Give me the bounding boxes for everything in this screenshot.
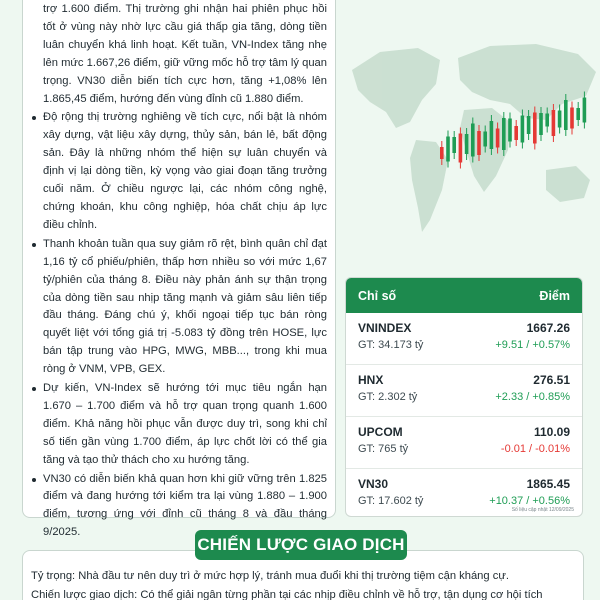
index-code: UPCOM bbox=[358, 425, 403, 439]
candle-body bbox=[483, 132, 487, 147]
commentary-text: VN30 có diễn biến khả quan hơn khi giữ vững trên 1.825 điểm và đang hướng tới kiểm tra lại vùng 1.880 – 1.900 điểm, tương ứng với đỉnh cũ tháng 8 và đầu tháng 9/2025. bbox=[43, 472, 327, 539]
market-commentary-panel bbox=[22, 0, 336, 539]
candle-body bbox=[570, 108, 574, 129]
index-row-hnx bbox=[346, 371, 582, 417]
candle-body bbox=[471, 124, 475, 157]
bullet-icon bbox=[32, 243, 36, 247]
commentary-item bbox=[31, 236, 327, 379]
index-trade-value: GT: 17.602 tỷ bbox=[358, 495, 424, 507]
source-note: Số liệu cập nhật 12/09/2025 bbox=[511, 507, 574, 513]
index-table bbox=[345, 277, 583, 517]
commentary-text: Độ rộng thị trường nghiêng về tích cực, nổi bật là nhóm xây dựng, vật liệu xây dựng, thủy sản, bán lẻ, bất động sản. Đây là những nhóm thể hiện sự luân chuyển và định vị lại dòng tiền, kỳ vọng vào giai đoạn tăng trưởng cuối năm. Ở chiều ngược lại, các nhóm công nghệ, chứng khoán, khu công nghiệp, hóa chất chịu áp lực điều chỉnh. bbox=[43, 111, 327, 231]
strategy-line: Chiến lược giao dịch: Có thể giải ngân từng phần tại các nhịp điều chỉnh về hỗ trợ, tận dụng cơ hội tích bbox=[31, 589, 543, 600]
candle-body bbox=[452, 137, 456, 153]
candle-body bbox=[496, 129, 500, 148]
index-value: 1667.26 bbox=[526, 321, 570, 335]
index-row-vnindex bbox=[346, 319, 582, 365]
index-value: 1865.45 bbox=[526, 477, 570, 491]
bullet-icon bbox=[32, 387, 36, 391]
candle-body bbox=[533, 113, 537, 144]
candle-body bbox=[459, 134, 463, 163]
commentary-text: Dự kiến, VN-Index sẽ hướng tới mục tiêu ngắn hạn 1.670 – 1.700 điểm và hỗ trợ quan trọng quanh 1.600 điểm. Khả năng hồi phục vẫn được duy trì, song khi chỉ số tiến gần vùng 1.700 điểm, áp lực chốt lời có thể gia tăng và tạo thử thách cho xu hướng tăng. bbox=[43, 382, 327, 466]
candle-body bbox=[552, 110, 556, 136]
candle-body bbox=[558, 111, 562, 128]
header-index-label: Chỉ số bbox=[358, 288, 397, 303]
commentary-text: trợ 1.600 điểm. Thị trường ghi nhận hai phiên phục hồi tốt ở vùng này nhờ lực cầu giá thấp gia tăng, dòng tiền luân chuyển khá linh hoạt. Kết tuần, VN-Index tăng nhẹ lên mức 1.667,26 điểm, giữ vững mốc hỗ trợ tâm lý quan trọng. VN30 diễn biến tích cực hơn, tăng +1,08% lên 1.865,45 điểm, hướng đến vùng đỉnh cũ 1.880 điểm. bbox=[43, 3, 327, 105]
candle-body bbox=[502, 118, 506, 150]
commentary-item bbox=[31, 1, 327, 108]
index-value: 110.09 bbox=[533, 425, 570, 439]
strategy-line: Tỷ trọng: Nhà đầu tư nên duy trì ở mức hợp lý, tránh mua đuổi khi thị trường tiệm cận kháng cự. bbox=[31, 570, 509, 582]
candle-body bbox=[440, 147, 444, 159]
header-points-label: Điểm bbox=[539, 288, 570, 303]
index-trade-value: GT: 2.302 tỷ bbox=[358, 391, 418, 403]
candle-body bbox=[545, 114, 549, 127]
commentary-text: Thanh khoản tuần qua suy giảm rõ rệt, bình quân chỉ đạt 1,16 tỷ cổ phiếu/phiên, thấp hơn nhiều so với mức 1,67 tỷ/phiên của tháng 8. Điều này phản ánh sự thận trọng của dòng tiền sau nhịp tăng mạnh và giảm sâu liên tiếp đầu tháng. Đáng chú ý, khối ngoại tiếp tục bán ròng quyết liệt với tổng giá trị -5.083 tỷ đồng trên HOSE, lực bán tập trung vào HPG, MWG, MBB..., trong khi mua ròng ở VNM, VPB, GEX. bbox=[43, 237, 327, 376]
candle-body bbox=[576, 108, 580, 120]
candle-body bbox=[508, 119, 512, 142]
bullet-icon bbox=[32, 116, 36, 120]
index-trade-value: GT: 34.173 tỷ bbox=[358, 339, 424, 351]
index-trade-value: GT: 765 tỷ bbox=[358, 443, 409, 455]
candle-body bbox=[521, 116, 525, 143]
index-change: +10.37 / +0.56% bbox=[489, 495, 570, 507]
candle-body bbox=[490, 121, 494, 149]
commentary-list bbox=[31, 1, 327, 542]
index-code: VN30 bbox=[358, 477, 389, 491]
candle-body bbox=[539, 113, 543, 135]
world-map-candlestick-icon bbox=[340, 0, 600, 270]
index-change: +9.51 / +0.57% bbox=[495, 339, 570, 351]
index-change: +2.33 / +0.85% bbox=[495, 391, 570, 403]
candle-body bbox=[446, 137, 450, 162]
candle-body bbox=[564, 100, 568, 130]
index-code: HNX bbox=[358, 373, 384, 387]
strategy-title: CHIẾN LƯỢC GIAO DỊCH bbox=[195, 530, 407, 560]
index-row-upcom bbox=[346, 423, 582, 469]
commentary-item bbox=[31, 109, 327, 234]
index-change: -0.01 / -0.01% bbox=[500, 443, 570, 455]
index-table-header bbox=[346, 278, 582, 313]
candle-body bbox=[514, 126, 518, 140]
index-value: 276.51 bbox=[533, 373, 570, 387]
candle-body bbox=[477, 131, 481, 155]
candle-body bbox=[583, 98, 587, 123]
candle-body bbox=[527, 116, 531, 134]
index-code: VNINDEX bbox=[358, 321, 412, 335]
commentary-item bbox=[31, 380, 327, 470]
candle-body bbox=[465, 134, 469, 154]
bullet-icon bbox=[32, 478, 36, 482]
